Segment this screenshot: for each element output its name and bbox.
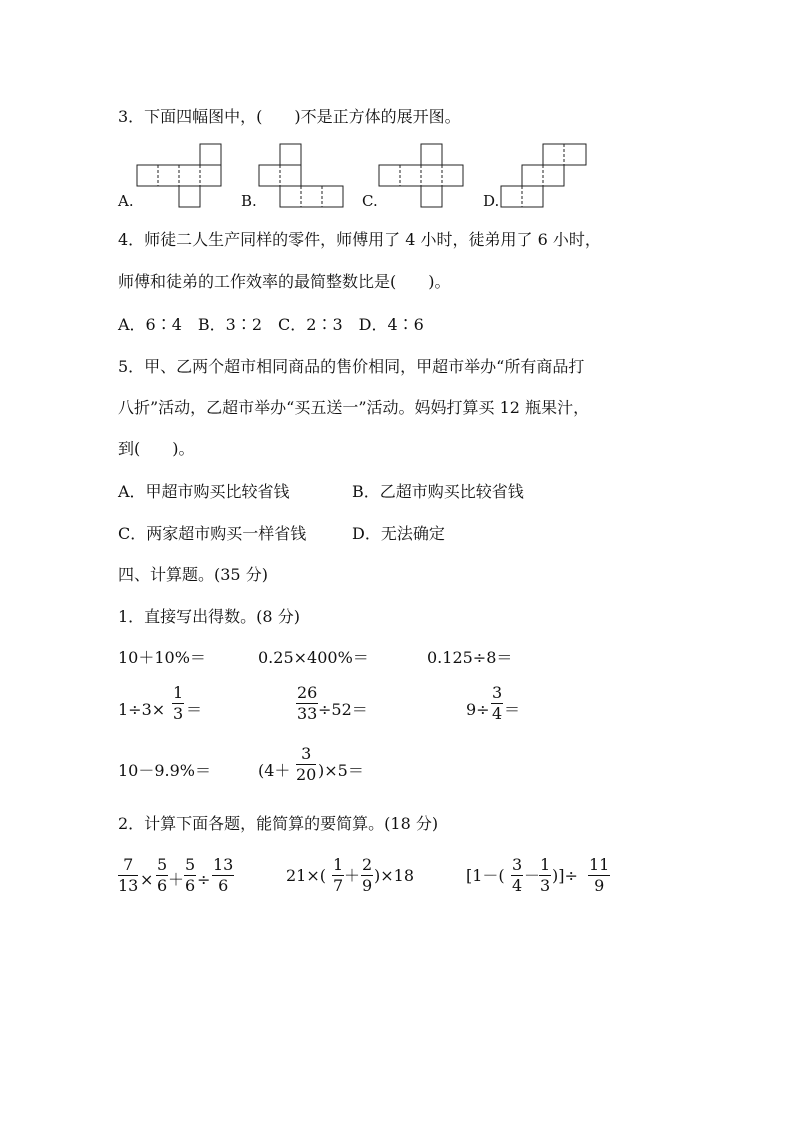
cube-net-b (258, 142, 348, 210)
numerator: 1 (540, 855, 551, 874)
p1-fraction-2 (156, 857, 168, 894)
numerator: 7 (123, 855, 134, 874)
expr-1: 10＋10%＝ (118, 648, 206, 667)
q4-line1: 4．师徒二人生产同样的零件，师傅用了 4 小时，徒弟用了 6 小时， (118, 230, 601, 249)
q5-option-c: C．两家超市购买一样省钱 (118, 524, 307, 543)
q4-options: A．6∶4 B．3∶2 C．2∶3 D．4∶6 (118, 315, 424, 334)
numerator: 1 (173, 683, 184, 702)
expr-5-fraction (296, 685, 318, 722)
q5-line2: 八折”活动，乙超市举办“买五送一”活动。妈妈打算买 12 瓶果汁， (118, 398, 590, 417)
p3-prefix: [1－( (466, 866, 505, 885)
p2-prefix: 21×( (286, 866, 327, 885)
denominator: 4 (512, 876, 523, 895)
q3-text: 3．下面四幅图中，( )不是正方体的展开图。 (118, 107, 461, 126)
denominator: 6 (218, 876, 229, 895)
expr-4-fraction (172, 685, 184, 722)
denominator: 7 (333, 876, 344, 895)
q5-line1: 5．甲、乙两个超市相同商品的售价相同，甲超市举办“所有商品打 (118, 357, 585, 376)
p2-suffix: )×18 (374, 866, 415, 885)
expr-6-prefix: 9÷ (466, 700, 490, 719)
expr-2: 0.25×400%＝ (258, 648, 369, 667)
p2-fraction-2 (361, 857, 373, 894)
q5-option-a: A．甲超市购买比较省钱 (118, 482, 290, 501)
section-title: 四、计算题。(35 分) (118, 565, 268, 584)
expr-7: 10－9.9%＝ (118, 761, 212, 780)
p1-operator-1: × (140, 870, 154, 889)
option-b-label: B. (241, 192, 257, 210)
cube-net-a (136, 142, 226, 210)
denominator: 9 (594, 876, 605, 895)
denominator: 4 (492, 704, 503, 723)
p3-fraction-2 (539, 857, 551, 894)
cube-net-c (378, 142, 468, 210)
numerator: 5 (157, 855, 168, 874)
numerator: 2 (362, 855, 373, 874)
p3-suffix: )]÷ (552, 866, 578, 885)
p1-fraction-4 (212, 857, 234, 894)
numerator: 3 (301, 744, 312, 763)
expr-8-prefix: (4＋ (258, 761, 291, 780)
expr-4-prefix: 1÷3× (118, 700, 166, 719)
denominator: 6 (157, 876, 168, 895)
denominator: 9 (362, 876, 373, 895)
numerator: 11 (589, 855, 610, 874)
denominator: 3 (173, 704, 184, 723)
q5-option-d: D．无法确定 (352, 524, 445, 543)
denominator: 33 (297, 704, 318, 723)
cube-net-d (500, 142, 590, 210)
p1-operator-3: ÷ (197, 870, 211, 889)
expr-8-fraction (296, 746, 316, 783)
denominator: 13 (118, 876, 139, 895)
expr-3: 0.125÷8＝ (427, 648, 513, 667)
expr-6-fraction (491, 685, 503, 722)
p2-operator: ＋ (344, 866, 361, 885)
p2-fraction-1 (332, 857, 344, 894)
denominator: 6 (185, 876, 196, 895)
numerator: 5 (185, 855, 196, 874)
p3-fraction-1 (511, 857, 523, 894)
numerator: 1 (333, 855, 344, 874)
p1-fraction-3 (184, 857, 196, 894)
option-a-label: A. (118, 192, 134, 210)
numerator: 13 (213, 855, 234, 874)
denominator: 3 (540, 876, 551, 895)
p1-fraction-1 (118, 857, 138, 894)
calc1-title: 1．直接写出得数。(8 分) (118, 607, 300, 626)
calc2-title: 2．计算下面各题，能简算的要简算。(18 分) (118, 814, 439, 833)
numerator: 3 (512, 855, 523, 874)
q5-line3: 到( )。 (118, 439, 195, 458)
q4-line2: 师傅和徒弟的工作效率的最简整数比是( )。 (118, 272, 451, 291)
expr-4-suffix: ＝ (186, 700, 203, 719)
option-c-label: C. (362, 192, 378, 210)
numerator: 26 (297, 683, 318, 702)
q5-option-b: B．乙超市购买比较省钱 (352, 482, 524, 501)
p3-fraction-3 (588, 857, 610, 894)
expr-5-suffix: ÷52＝ (318, 700, 368, 719)
expr-6-suffix: ＝ (504, 700, 521, 719)
p3-operator: － (524, 866, 541, 885)
expr-8-suffix: )×5＝ (318, 761, 364, 780)
p1-operator-2: ＋ (168, 870, 185, 889)
option-d-label: D. (483, 192, 500, 210)
denominator: 20 (296, 765, 317, 784)
numerator: 3 (492, 683, 503, 702)
